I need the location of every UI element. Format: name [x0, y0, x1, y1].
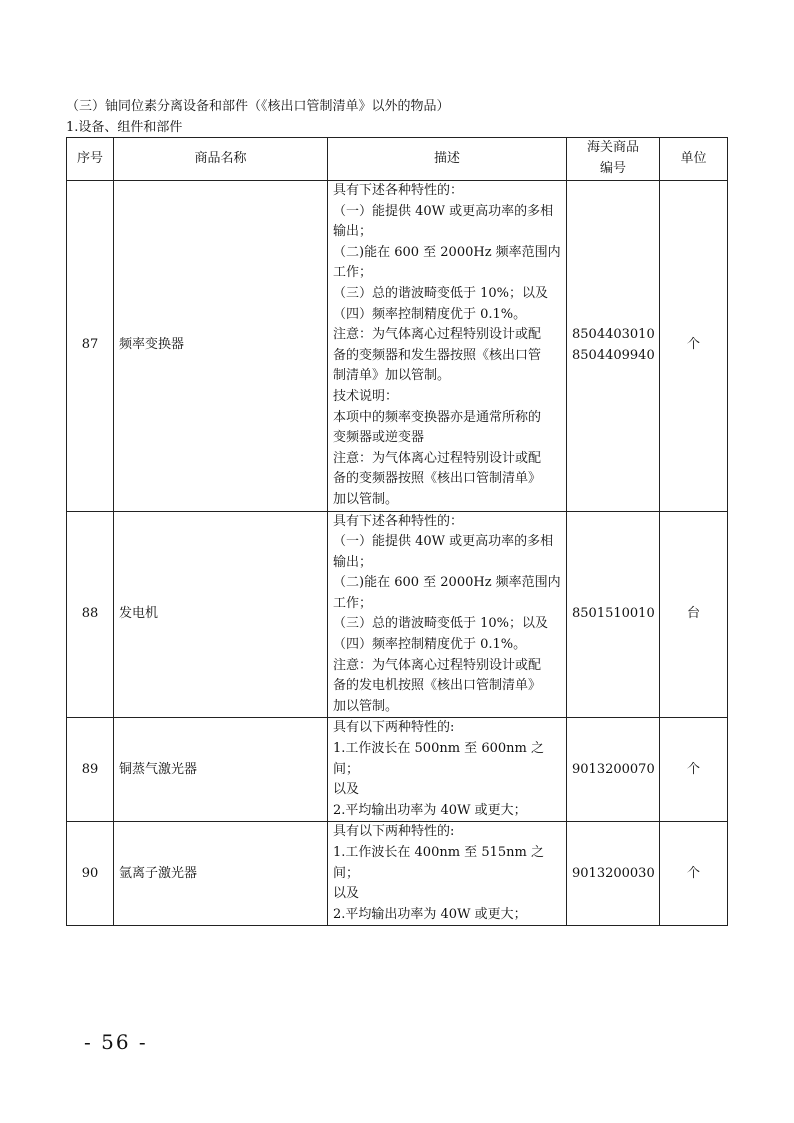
- description-line: 加以管制。: [333, 491, 399, 507]
- row-unit: 个: [660, 822, 728, 926]
- description-line: 注意：为气体离心过程特别设计或配: [333, 657, 542, 673]
- row-unit: 个: [660, 718, 728, 822]
- row-name: 发电机: [114, 511, 328, 718]
- table-row: [67, 718, 728, 822]
- description-line: （三）总的谐波畸变低于 10%；以及: [333, 616, 549, 632]
- description-line: 备的变频器按照《核出口管制清单》: [333, 471, 542, 487]
- row-hs-codes: [567, 181, 660, 512]
- header-hs-code-line1: 海关商品: [586, 140, 639, 156]
- table-header-row: [67, 138, 728, 181]
- header-name: 商品名称: [114, 138, 328, 181]
- header-description: 描述: [328, 138, 567, 181]
- description-line: （三）总的谐波畸变低于 10%；以及: [333, 285, 549, 301]
- description-line: （二)能在 600 至 2000Hz 频率范围内: [333, 575, 561, 591]
- goods-table: [66, 137, 728, 926]
- header-index: 序号: [67, 138, 114, 181]
- description-line: 以及: [333, 886, 360, 902]
- description-line: 具有以下两种特性的:: [333, 824, 455, 840]
- row-description: [328, 718, 567, 822]
- row-unit: 台: [660, 511, 728, 718]
- row-index: 90: [67, 822, 114, 926]
- header-unit: 单位: [660, 138, 728, 181]
- table-body: [67, 181, 728, 926]
- hs-code: 8504403010: [572, 327, 655, 343]
- description-line: 注意：为气体离心过程特别设计或配: [333, 327, 542, 343]
- row-hs-codes: [567, 718, 660, 822]
- description-line: 以及: [333, 782, 360, 798]
- row-unit: 个: [660, 181, 728, 512]
- row-name: 频率变换器: [114, 181, 328, 512]
- row-description: [328, 181, 567, 512]
- description-line: 备的变频器和发生器按照《核出口管: [333, 347, 542, 363]
- description-line: 1.工作波长在 400nm 至 515nm 之间；: [333, 845, 544, 881]
- description-line: 具有以下两种特性的:: [333, 720, 455, 736]
- description-line: 1.工作波长在 500nm 至 600nm 之间；: [333, 741, 544, 777]
- header-hs-code-line2: 编号: [599, 161, 626, 176]
- row-name: 氩离子激光器: [114, 822, 328, 926]
- description-line: 输出；: [333, 554, 373, 570]
- table-row: [67, 822, 728, 926]
- table-row: [67, 511, 728, 718]
- table-row: [67, 181, 728, 512]
- hs-code: 9013200030: [572, 865, 655, 881]
- description-line: 具有下述各种特性的：: [333, 513, 464, 529]
- description-line: 输出；: [333, 224, 373, 240]
- description-line: 技术说明：: [333, 388, 399, 404]
- description-line: （二)能在 600 至 2000Hz 频率范围内: [333, 244, 561, 260]
- hs-code: 8501510010: [572, 606, 655, 622]
- row-hs-codes: [567, 511, 660, 718]
- row-index: 89: [67, 718, 114, 822]
- description-line: （一）能提供 40W 或更高功率的多相: [333, 534, 554, 550]
- description-line: （一）能提供 40W 或更高功率的多相: [333, 203, 554, 219]
- description-line: 变频器或逆变器: [333, 430, 425, 446]
- description-line: （四）频率控制精度优于 0.1%。: [333, 306, 527, 322]
- row-index: 87: [67, 181, 114, 512]
- description-line: 2.平均输出功率为 40W 或更大；: [333, 802, 527, 818]
- row-description: [328, 511, 567, 718]
- description-line: 注意：为气体离心过程特别设计或配: [333, 450, 542, 466]
- description-line: （四）频率控制精度优于 0.1%。: [333, 637, 527, 653]
- description-line: 具有下述各种特性的：: [333, 183, 464, 198]
- description-line: 制清单》加以管制。: [333, 368, 451, 384]
- page-number: - 56 -: [84, 1030, 148, 1054]
- row-name: 铜蒸气激光器: [114, 718, 328, 822]
- row-index: 88: [67, 511, 114, 718]
- description-line: 本项中的频率变换器亦是通常所称的: [333, 409, 542, 425]
- subsection-heading: 1.设备、组件和部件: [66, 120, 183, 135]
- section-heading: （三）铀同位素分离设备和部件（《核出口管制清单》以外的物品）: [66, 99, 450, 114]
- description-line: 2.平均输出功率为 40W 或更大；: [333, 906, 527, 922]
- row-description: [328, 822, 567, 926]
- description-line: 备的发电机按照《核出口管制清单》: [333, 678, 542, 694]
- description-line: 工作；: [333, 595, 373, 611]
- description-line: 加以管制。: [333, 698, 399, 714]
- row-hs-codes: [567, 822, 660, 926]
- header-hs-code: [567, 138, 660, 181]
- description-line: 工作；: [333, 265, 373, 281]
- hs-code: 9013200070: [572, 761, 655, 777]
- hs-code: 8504409940: [572, 347, 655, 363]
